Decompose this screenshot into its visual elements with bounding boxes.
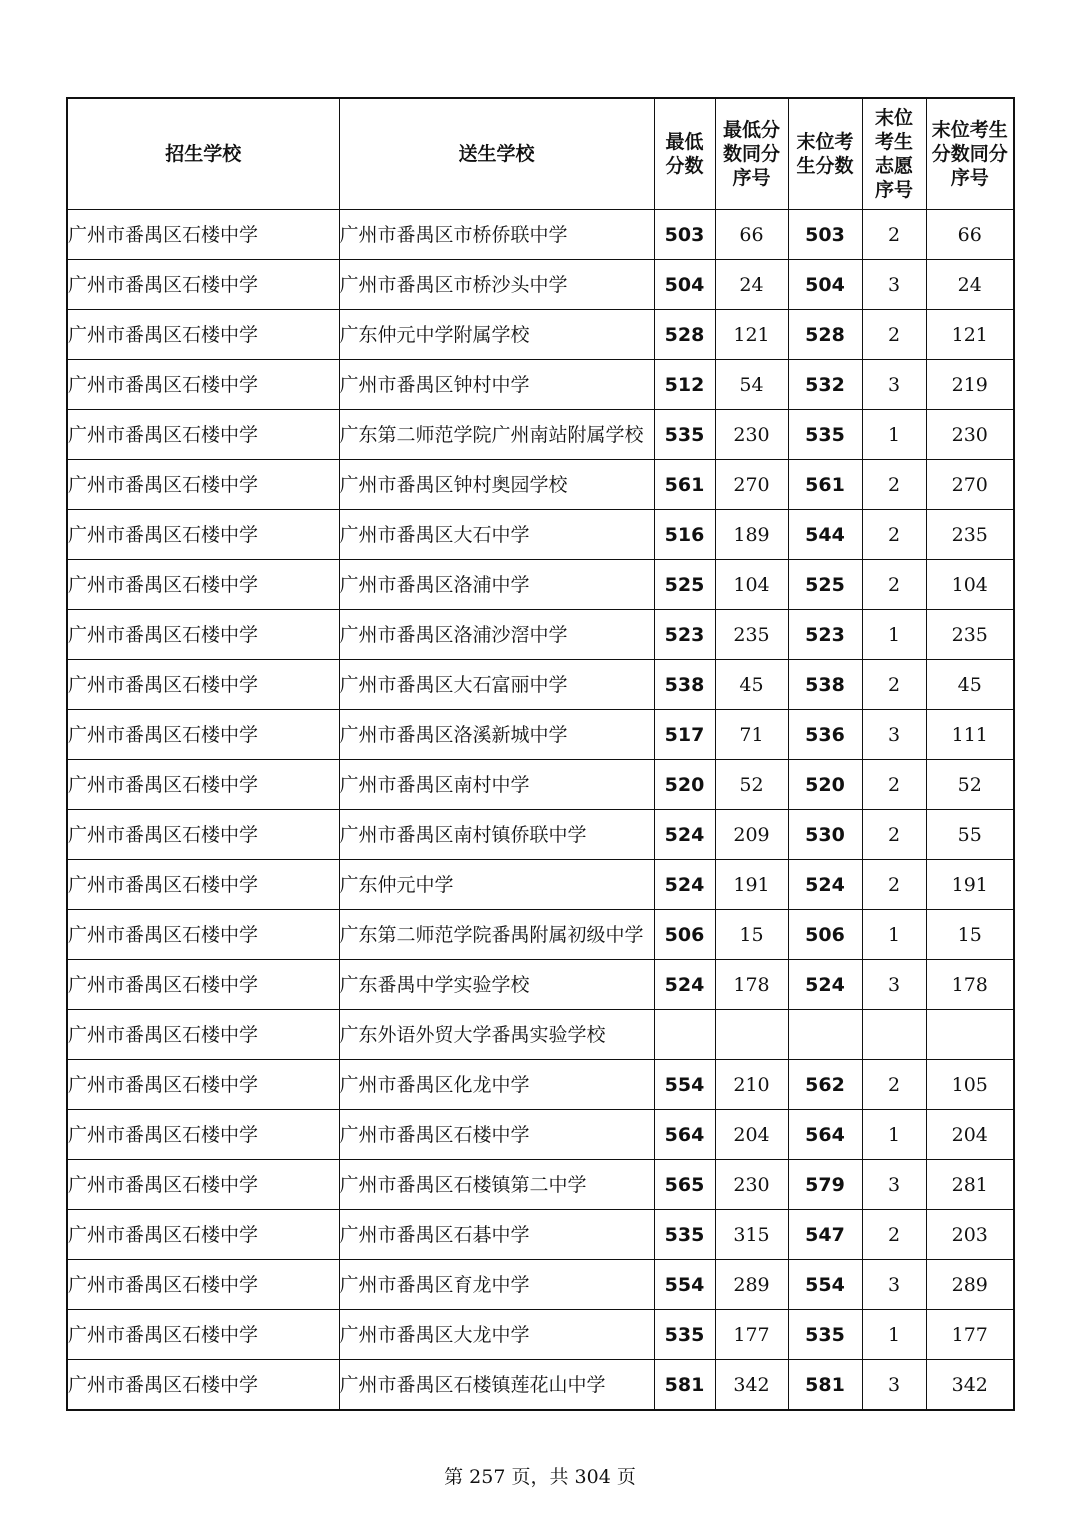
cell-sending-school: 广州市番禺区市桥沙头中学: [339, 260, 654, 310]
cell-sending-school: 广州市番禺区石碁中学: [339, 1210, 654, 1260]
cell-last-score: 528: [788, 310, 862, 360]
admission-score-table: [66, 97, 1015, 1411]
cell-last-score-tie-rank: 289: [926, 1260, 1014, 1310]
cell-last-preference-rank: 1: [862, 410, 926, 460]
cell-last-score: 523: [788, 610, 862, 660]
cell-last-score-tie-rank: 270: [926, 460, 1014, 510]
cell-recruiting-school: 广州市番禺区石楼中学: [67, 610, 339, 660]
cell-min-score: 503: [654, 210, 715, 260]
cell-last-score-tie-rank: 203: [926, 1210, 1014, 1260]
cell-last-preference-rank: 2: [862, 660, 926, 710]
cell-last-score: 503: [788, 210, 862, 260]
cell-last-score-tie-rank: 178: [926, 960, 1014, 1010]
cell-min-score-tie-rank: 209: [715, 810, 788, 860]
cell-sending-school: 广东仲元中学: [339, 860, 654, 910]
cell-last-score: 547: [788, 1210, 862, 1260]
cell-sending-school: 广州市番禺区洛溪新城中学: [339, 710, 654, 760]
cell-last-preference-rank: 2: [862, 460, 926, 510]
cell-min-score: 554: [654, 1060, 715, 1110]
table-row: [67, 960, 1014, 1010]
cell-min-score-tie-rank: 52: [715, 760, 788, 810]
cell-sending-school: 广州市番禺区钟村奥园学校: [339, 460, 654, 510]
table-row: [67, 1260, 1014, 1310]
cell-min-score: 535: [654, 1210, 715, 1260]
cell-last-score-tie-rank: 191: [926, 860, 1014, 910]
cell-last-preference-rank: 1: [862, 1110, 926, 1160]
cell-min-score: 506: [654, 910, 715, 960]
cell-min-score-tie-rank: 189: [715, 510, 788, 560]
cell-last-score-tie-rank: 177: [926, 1310, 1014, 1360]
cell-last-preference-rank: 3: [862, 1160, 926, 1210]
cell-recruiting-school: 广州市番禺区石楼中学: [67, 1110, 339, 1160]
table-row: [67, 560, 1014, 610]
cell-recruiting-school: 广州市番禺区石楼中学: [67, 1310, 339, 1360]
cell-last-score: 562: [788, 1060, 862, 1110]
cell-last-preference-rank: 3: [862, 1360, 926, 1411]
cell-last-preference-rank: 2: [862, 810, 926, 860]
table-row: [67, 660, 1014, 710]
header-sending-school: 送生学校: [339, 98, 654, 210]
cell-recruiting-school: 广州市番禺区石楼中学: [67, 1060, 339, 1110]
header-min-score-tie-rank: 最低分数同分序号: [715, 98, 788, 210]
cell-min-score: 528: [654, 310, 715, 360]
cell-min-score: 535: [654, 410, 715, 460]
header-last-preference-rank: 末位考生志愿序号: [862, 98, 926, 210]
cell-recruiting-school: 广州市番禺区石楼中学: [67, 460, 339, 510]
cell-last-score-tie-rank: 66: [926, 210, 1014, 260]
header-min-score: 最低分数: [654, 98, 715, 210]
cell-last-score-tie-rank: 219: [926, 360, 1014, 410]
cell-recruiting-school: 广州市番禺区石楼中学: [67, 810, 339, 860]
table-row: [67, 310, 1014, 360]
table-row: [67, 1310, 1014, 1360]
cell-last-preference-rank: 2: [862, 560, 926, 610]
cell-last-preference-rank: [862, 1010, 926, 1060]
cell-last-preference-rank: 2: [862, 1060, 926, 1110]
cell-sending-school: 广州市番禺区石楼镇第二中学: [339, 1160, 654, 1210]
cell-last-score: 506: [788, 910, 862, 960]
table-row: [67, 810, 1014, 860]
admission-score-table-container: [66, 97, 1013, 1411]
cell-sending-school: 广州市番禺区南村中学: [339, 760, 654, 810]
table-row: [67, 710, 1014, 760]
cell-min-score-tie-rank: 210: [715, 1060, 788, 1110]
table-row: [67, 860, 1014, 910]
cell-min-score-tie-rank: 71: [715, 710, 788, 760]
cell-recruiting-school: 广州市番禺区石楼中学: [67, 910, 339, 960]
cell-last-score-tie-rank: 104: [926, 560, 1014, 610]
cell-sending-school: 广州市番禺区大石富丽中学: [339, 660, 654, 710]
cell-last-score-tie-rank: [926, 1010, 1014, 1060]
cell-sending-school: 广州市番禺区市桥侨联中学: [339, 210, 654, 260]
cell-sending-school: 广东第二师范学院番禺附属初级中学: [339, 910, 654, 960]
cell-min-score-tie-rank: 191: [715, 860, 788, 910]
cell-min-score: 524: [654, 860, 715, 910]
table-row: [67, 1010, 1014, 1060]
cell-min-score: 538: [654, 660, 715, 710]
cell-min-score-tie-rank: 15: [715, 910, 788, 960]
cell-min-score: 525: [654, 560, 715, 610]
cell-min-score: 554: [654, 1260, 715, 1310]
cell-recruiting-school: 广州市番禺区石楼中学: [67, 360, 339, 410]
cell-last-score: 532: [788, 360, 862, 410]
cell-last-score: 530: [788, 810, 862, 860]
cell-last-score-tie-rank: 55: [926, 810, 1014, 860]
cell-last-score-tie-rank: 111: [926, 710, 1014, 760]
cell-min-score-tie-rank: 235: [715, 610, 788, 660]
table-row: [67, 360, 1014, 410]
page-number-footer: 第 257 页，共 304 页: [444, 1466, 636, 1488]
cell-last-preference-rank: 2: [862, 210, 926, 260]
cell-min-score-tie-rank: 177: [715, 1310, 788, 1360]
cell-min-score-tie-rank: 104: [715, 560, 788, 610]
cell-last-score-tie-rank: 342: [926, 1360, 1014, 1411]
table-body: [67, 210, 1014, 1411]
cell-last-score: 524: [788, 860, 862, 910]
cell-last-preference-rank: 3: [862, 260, 926, 310]
cell-sending-school: 广州市番禺区大石中学: [339, 510, 654, 560]
table-row: [67, 610, 1014, 660]
cell-last-score-tie-rank: 235: [926, 510, 1014, 560]
cell-sending-school: 广州市番禺区石楼镇莲花山中学: [339, 1360, 654, 1411]
cell-last-preference-rank: 1: [862, 1310, 926, 1360]
cell-min-score-tie-rank: 230: [715, 1160, 788, 1210]
cell-last-score-tie-rank: 15: [926, 910, 1014, 960]
cell-recruiting-school: 广州市番禺区石楼中学: [67, 710, 339, 760]
table-row: [67, 510, 1014, 560]
cell-last-score: 554: [788, 1260, 862, 1310]
cell-recruiting-school: 广州市番禺区石楼中学: [67, 260, 339, 310]
header-recruiting-school: 招生学校: [67, 98, 339, 210]
cell-min-score: [654, 1010, 715, 1060]
cell-min-score: 535: [654, 1310, 715, 1360]
cell-min-score-tie-rank: 178: [715, 960, 788, 1010]
cell-last-preference-rank: 2: [862, 1210, 926, 1260]
cell-min-score: 524: [654, 960, 715, 1010]
table-row: [67, 210, 1014, 260]
cell-min-score-tie-rank: 270: [715, 460, 788, 510]
cell-last-score: 579: [788, 1160, 862, 1210]
cell-last-score-tie-rank: 281: [926, 1160, 1014, 1210]
cell-min-score-tie-rank: 230: [715, 410, 788, 460]
cell-last-preference-rank: 3: [862, 1260, 926, 1310]
cell-sending-school: 广东外语外贸大学番禺实验学校: [339, 1010, 654, 1060]
cell-sending-school: 广州市番禺区石楼中学: [339, 1110, 654, 1160]
cell-min-score-tie-rank: 54: [715, 360, 788, 410]
cell-sending-school: 广州市番禺区钟村中学: [339, 360, 654, 410]
table-row: [67, 410, 1014, 460]
cell-recruiting-school: 广州市番禺区石楼中学: [67, 1160, 339, 1210]
cell-sending-school: 广州市番禺区大龙中学: [339, 1310, 654, 1360]
cell-last-score: 564: [788, 1110, 862, 1160]
cell-last-score-tie-rank: 235: [926, 610, 1014, 660]
cell-last-score-tie-rank: 45: [926, 660, 1014, 710]
cell-sending-school: 广州市番禺区育龙中学: [339, 1260, 654, 1310]
cell-min-score: 524: [654, 810, 715, 860]
cell-sending-school: 广州市番禺区洛浦沙滘中学: [339, 610, 654, 660]
cell-recruiting-school: 广州市番禺区石楼中学: [67, 660, 339, 710]
cell-last-score-tie-rank: 121: [926, 310, 1014, 360]
cell-last-score: 524: [788, 960, 862, 1010]
cell-last-preference-rank: 2: [862, 760, 926, 810]
cell-min-score: 520: [654, 760, 715, 810]
cell-sending-school: 广东仲元中学附属学校: [339, 310, 654, 360]
cell-min-score: 523: [654, 610, 715, 660]
cell-recruiting-school: 广州市番禺区石楼中学: [67, 510, 339, 560]
cell-recruiting-school: 广州市番禺区石楼中学: [67, 1260, 339, 1310]
cell-sending-school: 广东番禺中学实验学校: [339, 960, 654, 1010]
table-row: [67, 1060, 1014, 1110]
cell-recruiting-school: 广州市番禺区石楼中学: [67, 1210, 339, 1260]
cell-recruiting-school: 广州市番禺区石楼中学: [67, 860, 339, 910]
cell-min-score: 504: [654, 260, 715, 310]
cell-last-score: 535: [788, 410, 862, 460]
cell-last-score-tie-rank: 204: [926, 1110, 1014, 1160]
cell-recruiting-school: 广州市番禺区石楼中学: [67, 210, 339, 260]
cell-min-score-tie-rank: [715, 1010, 788, 1060]
cell-min-score: 517: [654, 710, 715, 760]
table-row: [67, 1210, 1014, 1260]
cell-min-score: 561: [654, 460, 715, 510]
table-header-row: [67, 98, 1014, 210]
cell-min-score-tie-rank: 204: [715, 1110, 788, 1160]
cell-recruiting-school: 广州市番禺区石楼中学: [67, 410, 339, 460]
cell-last-score: 538: [788, 660, 862, 710]
table-row: [67, 760, 1014, 810]
cell-last-score: 535: [788, 1310, 862, 1360]
cell-last-score: 525: [788, 560, 862, 610]
cell-sending-school: 广州市番禺区化龙中学: [339, 1060, 654, 1110]
table-row: [67, 1160, 1014, 1210]
cell-last-score: [788, 1010, 862, 1060]
cell-min-score: 565: [654, 1160, 715, 1210]
cell-min-score: 516: [654, 510, 715, 560]
cell-min-score: 512: [654, 360, 715, 410]
table-row: [67, 460, 1014, 510]
cell-last-score: 536: [788, 710, 862, 760]
cell-min-score-tie-rank: 24: [715, 260, 788, 310]
header-last-score-tie-rank: 末位考生分数同分序号: [926, 98, 1014, 210]
cell-sending-school: 广州市番禺区洛浦中学: [339, 560, 654, 610]
cell-min-score: 564: [654, 1110, 715, 1160]
cell-last-preference-rank: 3: [862, 960, 926, 1010]
cell-min-score-tie-rank: 121: [715, 310, 788, 360]
cell-recruiting-school: 广州市番禺区石楼中学: [67, 760, 339, 810]
cell-last-score: 561: [788, 460, 862, 510]
cell-min-score-tie-rank: 315: [715, 1210, 788, 1260]
cell-recruiting-school: 广州市番禺区石楼中学: [67, 1010, 339, 1060]
cell-last-preference-rank: 2: [862, 860, 926, 910]
cell-recruiting-school: 广州市番禺区石楼中学: [67, 1360, 339, 1411]
cell-last-preference-rank: 3: [862, 710, 926, 760]
table-row: [67, 1110, 1014, 1160]
cell-last-score-tie-rank: 52: [926, 760, 1014, 810]
cell-last-preference-rank: 1: [862, 910, 926, 960]
cell-last-preference-rank: 1: [862, 610, 926, 660]
table-row: [67, 260, 1014, 310]
cell-last-score: 544: [788, 510, 862, 560]
cell-min-score: 581: [654, 1360, 715, 1411]
table-row: [67, 910, 1014, 960]
cell-last-preference-rank: 2: [862, 310, 926, 360]
cell-min-score-tie-rank: 45: [715, 660, 788, 710]
table-row: [67, 1360, 1014, 1411]
cell-last-score: 520: [788, 760, 862, 810]
cell-sending-school: 广东第二师范学院广州南站附属学校: [339, 410, 654, 460]
cell-sending-school: 广州市番禺区南村镇侨联中学: [339, 810, 654, 860]
cell-recruiting-school: 广州市番禺区石楼中学: [67, 310, 339, 360]
cell-min-score-tie-rank: 342: [715, 1360, 788, 1411]
cell-last-score-tie-rank: 105: [926, 1060, 1014, 1110]
cell-last-preference-rank: 2: [862, 510, 926, 560]
cell-last-preference-rank: 3: [862, 360, 926, 410]
cell-last-score-tie-rank: 24: [926, 260, 1014, 310]
header-last-score: 末位考生分数: [788, 98, 862, 210]
cell-min-score-tie-rank: 289: [715, 1260, 788, 1310]
cell-recruiting-school: 广州市番禺区石楼中学: [67, 960, 339, 1010]
cell-last-score: 504: [788, 260, 862, 310]
cell-last-score: 581: [788, 1360, 862, 1411]
cell-recruiting-school: 广州市番禺区石楼中学: [67, 560, 339, 610]
cell-last-score-tie-rank: 230: [926, 410, 1014, 460]
cell-min-score-tie-rank: 66: [715, 210, 788, 260]
